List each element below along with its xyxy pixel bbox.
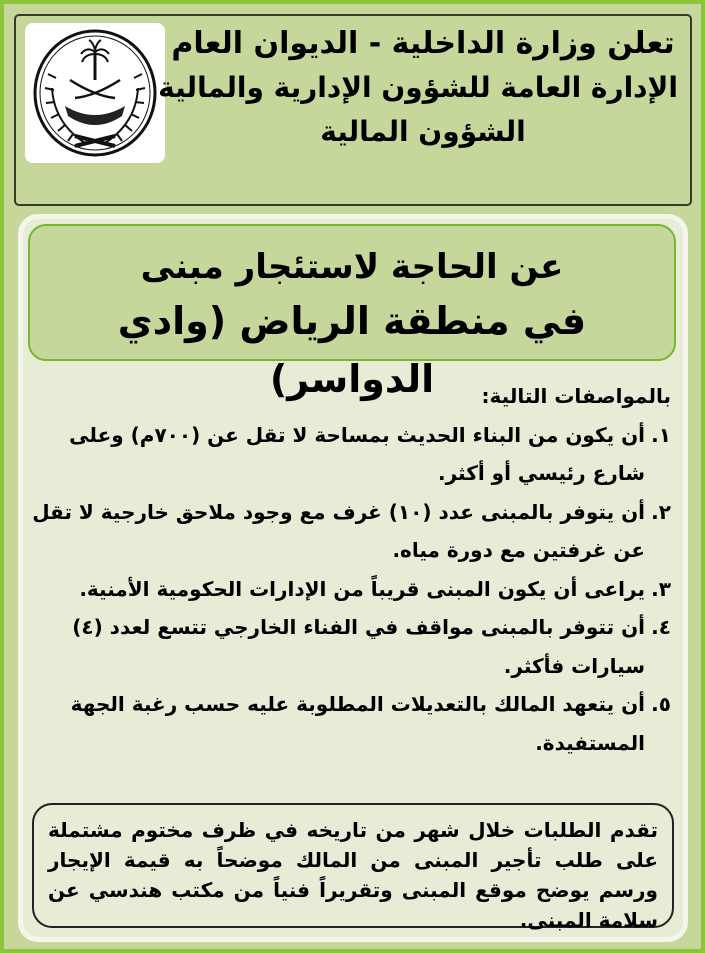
spec-number: ٢.	[651, 499, 671, 524]
department-heading: الإدارة العامة للشؤون الإدارية والمالية	[158, 71, 678, 104]
announcement-page	[4, 4, 701, 949]
spec-text: يراعى أن يكون المبنى قريباً من الإدارات الحكومية الأمنية.	[79, 576, 645, 601]
header-box	[14, 14, 692, 206]
title-line-1: عن الحاجة لاستئجار مبنى	[140, 247, 564, 287]
spec-number: ٥.	[651, 692, 671, 716]
title-line-2: في منطقة الرياض (وادي الدواسر)	[117, 299, 587, 401]
submission-note-box	[32, 803, 674, 932]
specs-list	[31, 416, 671, 763]
spec-text: أن يتعهد المالك بالتعديلات المطلوبة عليه حسب رغبة الجهة المستفيدة.	[70, 692, 645, 755]
spec-text: أن يكون من البناء الحديث بمساحة لا تقل عن (٧٠٠م) وعلى شارع رئيسي أو أكثر.	[69, 422, 645, 485]
spec-item	[31, 416, 671, 493]
submission-note-text: تقدم الطلبات خلال شهر من تاريخه في ظرف مختوم مشتملة على طلب تأجير المبنى من المالك موضحاً به قيمة الإيجار ورسم يوضح موقع المبنى وتقريراً فنياً من مكتب هندسي عن سلامة المبنى.	[48, 818, 658, 932]
spec-item	[31, 570, 671, 609]
section-heading: الشؤون المالية	[320, 115, 526, 148]
header-text	[158, 22, 678, 154]
spec-item	[31, 685, 671, 762]
ministry-announcement-heading: تعلن وزارة الداخلية - الديوان العام	[171, 26, 675, 61]
content-panel	[18, 214, 688, 942]
spec-number: ٣.	[651, 576, 671, 601]
ministry-emblem-icon	[25, 23, 165, 163]
spec-item	[31, 493, 671, 570]
spec-item	[31, 608, 671, 685]
spec-text: أن يتوفر بالمبنى عدد (١٠) غرف مع وجود ملاحق خارجية لا تقل عن غرفتين مع دورة مياه.	[32, 499, 645, 562]
specifications	[31, 377, 671, 762]
spec-number: ٤.	[651, 615, 671, 639]
spec-number: ١.	[651, 422, 671, 447]
spec-text: أن تتوفر بالمبنى مواقف في الفناء الخارجي تتسع لعدد (٤) سيارات فأكثر.	[72, 615, 645, 678]
specs-intro: بالمواصفات التالية:	[481, 384, 671, 408]
